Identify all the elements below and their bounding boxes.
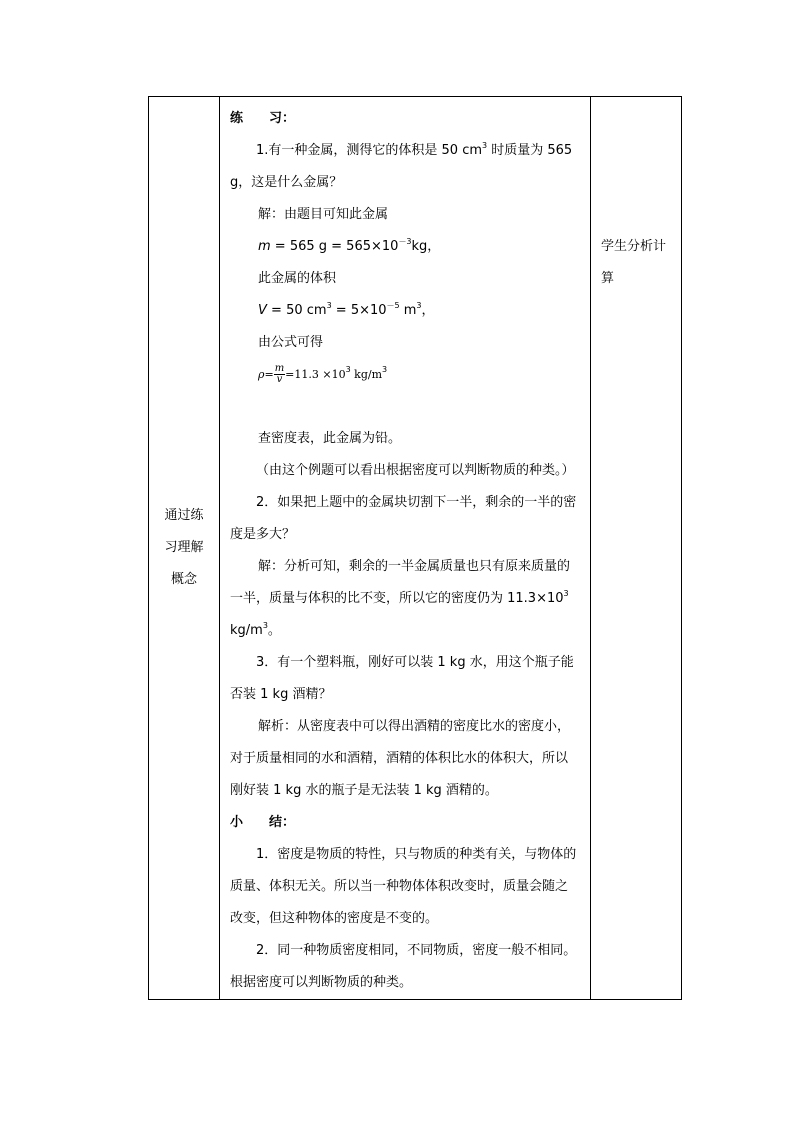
q1-conclusion: 查密度表，此金属为铅。 [258, 431, 402, 446]
purpose-line: 通过练 [164, 508, 204, 523]
mass-expression: = 565 g = 565×10 [270, 239, 399, 254]
fraction-denominator: v [276, 374, 283, 385]
q2-unit-exponent: 3 [262, 621, 268, 630]
q3-solution2: 对于质量相同的水和酒精，酒精的体积比水的体积大，所以 [230, 751, 569, 766]
mass-variable: m [258, 239, 271, 254]
q1-volume-equation [230, 295, 582, 327]
q3-line1: 3．有一个塑料瓶，刚好可以装 1 kg 水，用这个瓶子能 [256, 655, 574, 670]
summary-p1-line2: 质量、体积无关。所以当一种物体体积改变时，质量会随之 [230, 879, 569, 894]
volume-expression-mid: = 5×10 [331, 303, 387, 318]
activity-cell [591, 97, 682, 1000]
spacer [230, 391, 582, 423]
q3-solution1: 解析：从密度表中可以得出酒精的密度比水的密度小， [258, 719, 571, 734]
volume-end: ， [421, 303, 435, 318]
density-value: =11.3 ×10 [285, 368, 346, 381]
volume-unit: m [399, 303, 417, 318]
mass-unit: kg， [411, 239, 441, 254]
q2-end: 。 [267, 623, 281, 638]
fraction-numerator: m [274, 363, 285, 374]
summary-p2-line1: 2．同一种物质密度相同，不同物质，密度一般不相同。 [256, 943, 577, 958]
q2-solution2-text: 一半，质量与体积的比不变，所以它的密度仍为 11.3×10 [230, 591, 564, 606]
volume-unit-exponent: 3 [416, 301, 422, 310]
q2-unit: kg/m [230, 623, 263, 638]
q3-solution3: 刚好装 1 kg 水的瓶子是无法装 1 kg 酒精的。 [230, 783, 498, 798]
q1-sup: 3 [482, 141, 488, 150]
q1-text: 1.有一种金属，测得它的体积是 50 cm [256, 143, 483, 158]
q2-solution3 [230, 615, 582, 647]
q2-solution2 [230, 583, 582, 615]
q1-mass-equation [230, 231, 582, 263]
summary-p1-line3: 改变，但这种物体的密度是不变的。 [230, 911, 439, 926]
q1-line2: g，这是什么金属？ [230, 175, 343, 190]
density-unit-exponent: 3 [382, 365, 388, 374]
density-symbol: ρ= [258, 368, 274, 381]
q1-volume-label: 此金属的体积 [258, 271, 337, 286]
activity-line: 算 [601, 271, 615, 286]
summary-p2-line2: 根据密度可以判断物质的种类。 [230, 975, 413, 990]
q1-formula-label: 由公式可得 [258, 335, 324, 350]
q2-line1: 2．如果把上题中的金属块切割下一半，剩余的一半的密 [256, 495, 577, 510]
q2-exponent: 3 [563, 589, 569, 598]
mass-exponent: －3 [398, 237, 412, 246]
purpose-line: 习理解 [164, 540, 204, 555]
purpose-line: 概念 [170, 572, 197, 587]
q2-line2: 度是多大？ [230, 527, 296, 542]
lesson-table [148, 96, 682, 1000]
exercise-heading: 练 习： [230, 111, 296, 126]
q1-density-formula [230, 359, 582, 391]
density-exponent: 3 [345, 365, 351, 374]
q1-note: （由这个例题可以看出根据密度可以判断物质的种类。） [256, 463, 575, 478]
purpose-cell [149, 97, 220, 1000]
activity-line: 学生分析计 [601, 239, 667, 254]
q1-line1 [230, 135, 582, 167]
content-cell [220, 97, 591, 1000]
density-unit: kg/m [350, 368, 383, 381]
summary-heading: 小 结： [230, 815, 296, 830]
volume-variable: V [258, 303, 267, 318]
summary-p1-line1: 1．密度是物质的特性，只与物质的种类有关，与物体的 [256, 847, 577, 862]
q2-solution1: 解：分析可知，剩余的一半金属质量也只有原来质量的 [258, 559, 571, 574]
q3-line2: 否装 1 kg 酒精？ [230, 687, 332, 702]
volume-expression: = 50 cm [266, 303, 327, 318]
table-row [149, 97, 682, 1000]
q1-text-post: 时质量为 565 [487, 143, 573, 158]
q1-solution-intro: 解：由题目可知此金属 [258, 207, 389, 222]
mass-over-volume-fraction [274, 364, 285, 385]
volume-exponent: 3 [326, 301, 332, 310]
volume-exponent2: －5 [386, 301, 400, 310]
